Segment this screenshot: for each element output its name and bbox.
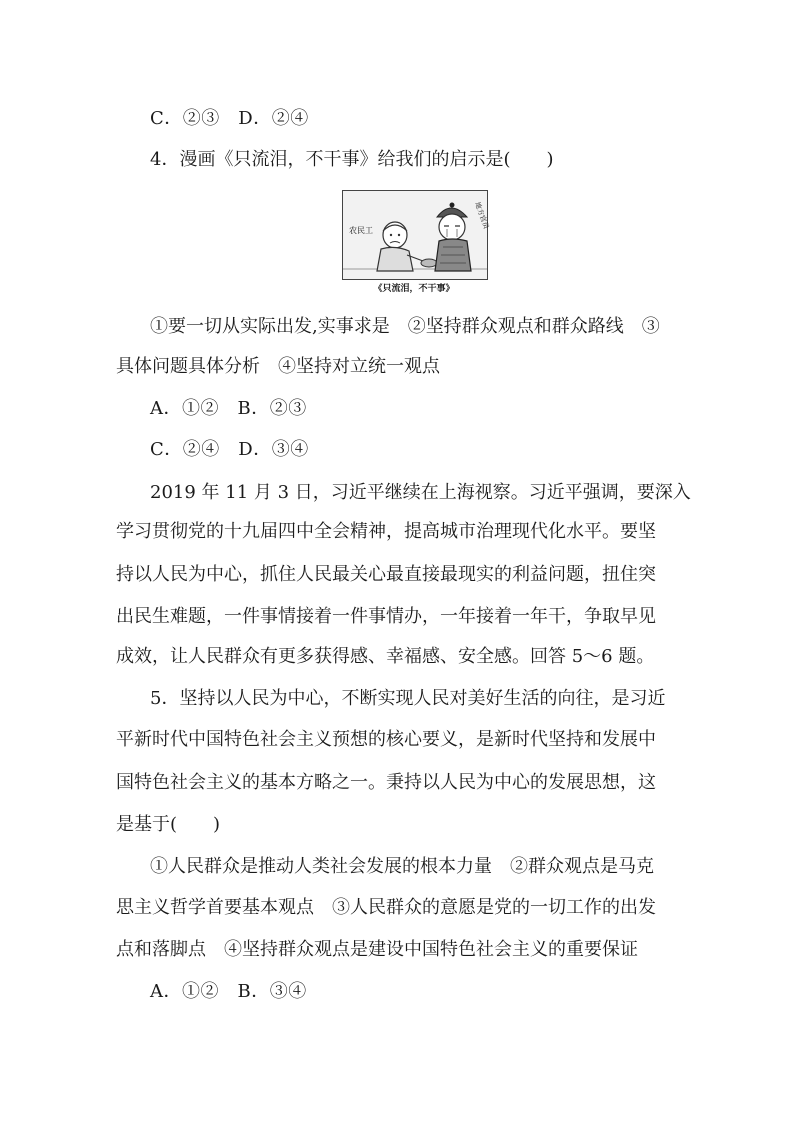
cartoon-image xyxy=(342,190,491,280)
q5-statements-line1: ①人民群众是推动人类社会发展的根本力量 ②群众观点是马克 xyxy=(150,856,654,877)
q5-stem-line4: 是基于( ) xyxy=(116,814,221,835)
cartoon-label-worker: 农民工 xyxy=(349,226,373,235)
q5-stem-line2: 平新时代中国特色社会主义预想的核心要义，是新时代坚持和发展中 xyxy=(116,729,656,750)
q4-statements-line2: 具体问题具体分析 ④坚持对立统一观点 xyxy=(116,356,440,377)
q4-statements-line1: ①要一切从实际出发,实事求是 ②坚持群众观点和群众路线 ③ xyxy=(150,316,660,337)
material-line3: 持以人民为中心，抓住人民最关心最直接最现实的利益问题，扭住突 xyxy=(116,564,656,585)
material-line5: 成效，让人民群众有更多获得感、幸福感、安全感。回答 5～6 题。 xyxy=(116,646,655,667)
q3-options-cd: C．②③ D．②④ xyxy=(150,108,309,129)
q5-stem-line3: 国特色社会主义的基本方略之一。秉持以人民为中心的发展思想，这 xyxy=(116,772,656,793)
material-line2: 学习贯彻党的十九届四中全会精神，提高城市治理现代化水平。要坚 xyxy=(116,521,656,542)
q4-options-ab: A．①② B．②③ xyxy=(150,398,307,419)
q5-statements-line3: 点和落脚点 ④坚持群众观点是建设中国特色社会主义的重要保证 xyxy=(116,939,638,960)
q5-options-ab: A．①② B．③④ xyxy=(150,981,307,1002)
cartoon-drawing xyxy=(343,191,491,279)
q5-statements-line2: 思主义哲学首要基本观点 ③人民群众的意愿是党的一切工作的出发 xyxy=(116,897,656,918)
material-line1: 2019 年 11 月 3 日，习近平继续在上海视察。习近平强调，要深入 xyxy=(150,482,691,503)
cartoon-caption: 《只流泪，不干事》 xyxy=(373,284,455,294)
material-line4: 出民生难题，一件事情接着一件事情办，一年接着一年干，争取早见 xyxy=(116,606,656,627)
q4-stem: 4．漫画《只流泪，不干事》给我们的启示是( ) xyxy=(150,149,554,170)
q4-options-cd: C．②④ D．③④ xyxy=(150,439,309,460)
cartoon-label-official: 地方官员 xyxy=(473,200,491,230)
q5-stem-line1: 5．坚持以人民为中心，不断实现人民对美好生活的向往，是习近 xyxy=(150,688,666,709)
